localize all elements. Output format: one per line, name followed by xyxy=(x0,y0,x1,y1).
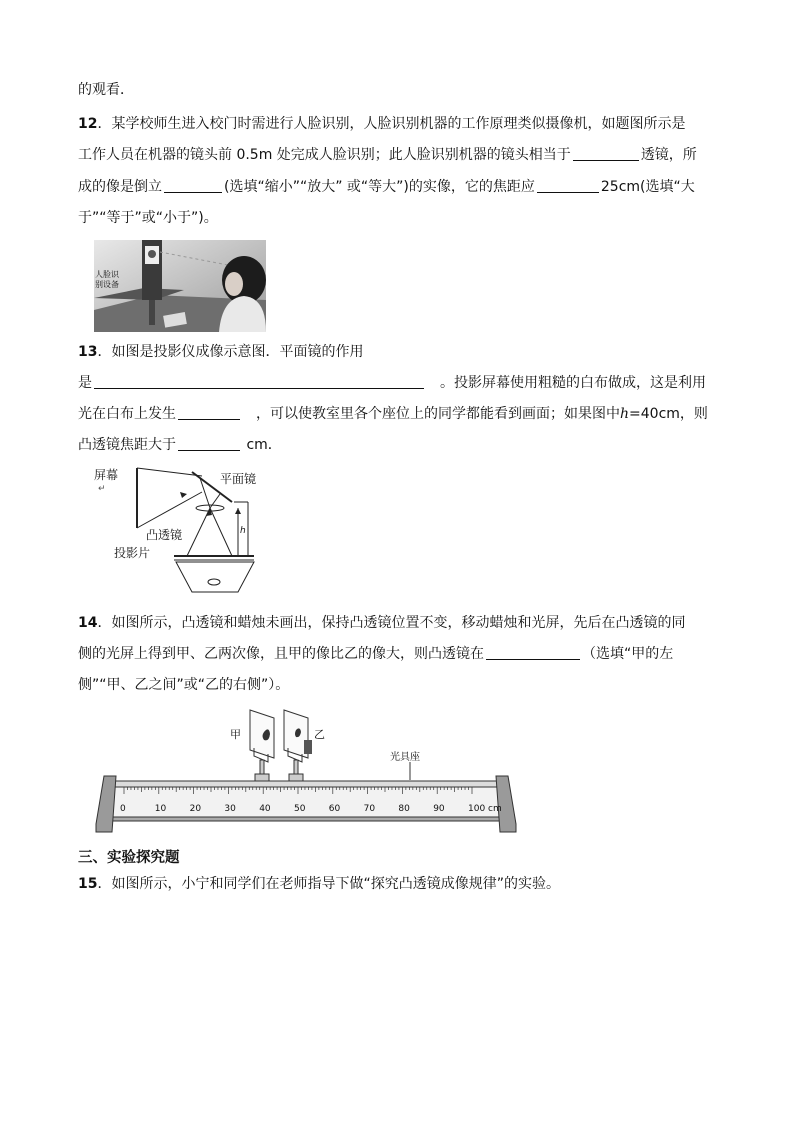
ruler-tick-label: 60 xyxy=(328,804,341,814)
ruler-tick-label: 50 xyxy=(294,804,306,814)
q12-blank-2[interactable] xyxy=(164,178,222,193)
bench-label: 光具座 xyxy=(390,752,420,763)
optical-bench-svg xyxy=(92,706,520,838)
q13-line-3: 光在白布上发生 ，可以使教室里各个座位上的同学都能看到画面；如果图中h=40cm，则 xyxy=(78,406,708,422)
ruler-tick-label: 30 xyxy=(224,804,236,814)
q13-line-2: 是 。投影屏幕使用粗糙的白布做成，这是利用 xyxy=(78,375,706,391)
h-label: h xyxy=(240,526,246,536)
q12-blank-1[interactable] xyxy=(573,146,639,161)
q14-line-3: 侧”“甲、乙之间”或“乙的右侧”）。 xyxy=(78,677,290,693)
ruler-tick-label: 10 xyxy=(154,804,167,814)
ruler-tick-label: 80 xyxy=(398,804,410,814)
ruler-tick-label: 0 xyxy=(120,804,126,814)
q14-line-1: 14．如图所示，凸透镜和蜡烛未画出，保持凸透镜位置不变，移动蜡烛和光屏，先后在凸透镜的同 xyxy=(78,615,686,631)
screen-label-mark: ↵ xyxy=(98,484,106,494)
optical-bench-diagram xyxy=(92,706,520,838)
ruler-tick-label: 40 xyxy=(259,804,271,814)
q12-line-4: 于”“等于”或“小于”)。 xyxy=(78,210,218,226)
q13-line-4: 凸透镜焦距大于 cm． xyxy=(78,437,282,453)
screen-label: 屏幕 xyxy=(94,468,119,482)
yi-label: 乙 xyxy=(314,728,325,741)
projector-diagram xyxy=(92,464,272,596)
slide-label: 投影片 xyxy=(114,546,151,560)
ruler-tick-label: 70 xyxy=(363,804,376,814)
q13-line-1: 13．如图是投影仪成像示意图．平面镜的作用 xyxy=(78,344,364,360)
ruler-tick-label: 20 xyxy=(189,804,202,814)
q13-blank-3[interactable] xyxy=(178,436,240,451)
lens-label: 凸透镜 xyxy=(146,528,183,542)
face-recognition-photo xyxy=(94,240,266,332)
prev-question-tail: 的观看． xyxy=(78,82,134,98)
q14-number: 14 xyxy=(78,615,98,631)
q15-number: 15 xyxy=(78,876,98,892)
ruler-tick-label: 100 cm xyxy=(468,804,502,814)
ruler-tick-label: 90 xyxy=(433,804,445,814)
jia-label: 甲 xyxy=(230,728,241,741)
q13-blank-2[interactable] xyxy=(178,405,240,420)
q12-blank-3[interactable] xyxy=(537,178,599,193)
q12-line-2: 工作人员在机器的镜头前 0.5m 处完成人脸识别；此人脸识别机器的镜头相当于 透镜，所 xyxy=(78,147,697,163)
q15-line-1: 15．如图所示，小宁和同学们在老师指导下做“探究凸透镜成像规律”的实验。 xyxy=(78,876,560,892)
face-device-label: 人脸识 别设备 xyxy=(95,270,119,289)
q14-blank-1[interactable] xyxy=(486,645,580,660)
q12-line-3: 成的像是倒立 (选填“缩小”“放大” 或“等大”)的实像，它的焦距应 25cm(选填“大 xyxy=(78,179,695,195)
face-recognition-illustration xyxy=(94,240,266,332)
q13-blank-1[interactable] xyxy=(94,374,424,389)
q12-line-1: 12．某学校师生进入校门时需进行人脸识别，人脸识别机器的工作原理类似摄像机，如题图所示是 xyxy=(78,116,686,132)
section-title: 三、实验探究题 xyxy=(78,850,180,866)
q12-number: 12 xyxy=(78,116,98,132)
mirror-label: 平面镜 xyxy=(220,472,257,486)
q14-line-2: 侧的光屏上得到甲、乙两次像，且甲的像比乙的像大，则凸透镜在 （选填“甲的左 xyxy=(78,646,674,662)
q13-number: 13 xyxy=(78,344,98,360)
